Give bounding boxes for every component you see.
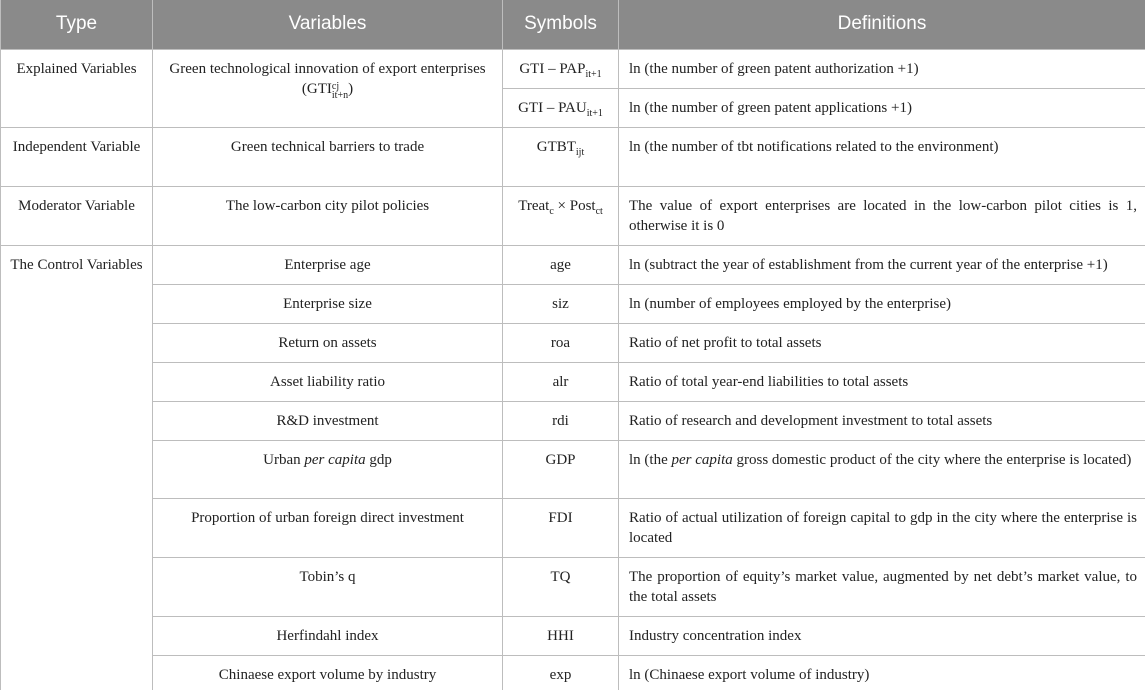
gti-scripts <box>332 82 348 100</box>
table-row <box>1 323 1145 362</box>
definition-cell: Industry concentration index <box>619 616 1145 655</box>
definition-cell <box>619 440 1145 498</box>
symbol-cell <box>503 127 619 186</box>
header-variables: Variables <box>153 0 503 49</box>
gtbt-symbol: GTBT <box>536 138 576 155</box>
header-definitions: Definitions <box>619 0 1145 49</box>
table-row <box>1 284 1145 323</box>
table-row <box>1 655 1145 690</box>
post-sub: ct <box>595 205 603 217</box>
gti-close: ) <box>348 80 354 97</box>
group-independent: Independent Variable <box>1 127 153 186</box>
symbol-cell: exp <box>503 655 619 690</box>
pau-symbol: GTI – PAU <box>518 99 587 116</box>
symbol-cell: FDI <box>503 498 619 557</box>
group-control: The Control Variables <box>1 245 153 690</box>
definition-cell: Ratio of actual utilization of foreign capital to gdp in the city where the enterprise is located <box>619 498 1145 557</box>
variable-cell <box>153 440 503 498</box>
variable-cell: Green technical barriers to trade <box>153 127 503 186</box>
group-explained: Explained Variables <box>1 49 153 127</box>
treat-sub: c <box>549 205 554 217</box>
table-row <box>1 362 1145 401</box>
gdp-var-italic: per capita <box>304 451 366 468</box>
symbol-cell: GDP <box>503 440 619 498</box>
symbol-cell: roa <box>503 323 619 362</box>
definition-cell: The value of export enterprises are located in the low-carbon pilot cities is 1, otherwise it is 0 <box>619 186 1145 245</box>
variable-cell <box>153 49 503 127</box>
symbol-cell: age <box>503 245 619 284</box>
variable-cell: Enterprise age <box>153 245 503 284</box>
pap-sub: it+1 <box>585 68 602 80</box>
pap-symbol: GTI – PAP <box>519 60 586 77</box>
symbol-cell <box>503 49 619 88</box>
table-row <box>1 245 1145 284</box>
table-row <box>1 49 1145 88</box>
definition-cell: The proportion of equity’s market value, augmented by net debt’s market value, to the total assets <box>619 557 1145 616</box>
definition-cell: Ratio of research and development investment to total assets <box>619 401 1145 440</box>
symbol-cell: alr <box>503 362 619 401</box>
definition-cell: ln (number of employees employed by the enterprise) <box>619 284 1145 323</box>
header-type: Type <box>1 0 153 49</box>
gtbt-sub: ijt <box>575 146 585 158</box>
definition-cell: ln (Chinaese export volume of industry) <box>619 655 1145 690</box>
gdp-def-part: ln (the <box>629 451 672 468</box>
post-symbol: × Post <box>553 197 596 214</box>
symbol-cell: rdi <box>503 401 619 440</box>
table-row <box>1 498 1145 557</box>
header-symbols: Symbols <box>503 0 619 49</box>
symbol-cell <box>503 186 619 245</box>
variable-cell: Enterprise size <box>153 284 503 323</box>
table-row <box>1 557 1145 616</box>
symbol-cell <box>503 88 619 127</box>
gti-text: Green technological innovation of export enterprises (GTI <box>169 60 486 97</box>
definition-cell: Ratio of total year-end liabilities to total assets <box>619 362 1145 401</box>
header-row <box>1 0 1145 49</box>
variable-cell: Proportion of urban foreign direct investment <box>153 498 503 557</box>
gti-sup: cj <box>331 80 340 92</box>
symbol-cell: TQ <box>503 557 619 616</box>
definition-cell: ln (the number of tbt notifications related to the environment) <box>619 127 1145 186</box>
gdp-var-part: gdp <box>365 451 392 468</box>
symbol-cell: HHI <box>503 616 619 655</box>
variable-cell: The low-carbon city pilot policies <box>153 186 503 245</box>
definition-cell: ln (the number of green patent authorization +1) <box>619 49 1145 88</box>
definition-cell: ln (the number of green patent applications +1) <box>619 88 1145 127</box>
table-row <box>1 127 1145 186</box>
variable-cell: Return on assets <box>153 323 503 362</box>
variable-cell: Chinaese export volume by industry <box>153 655 503 690</box>
treat-symbol: Treat <box>518 197 550 214</box>
variable-cell: Tobin’s q <box>153 557 503 616</box>
table-row <box>1 401 1145 440</box>
table-row <box>1 616 1145 655</box>
group-moderator: Moderator Variable <box>1 186 153 245</box>
definition-cell: ln (subtract the year of establishment from the current year of the enterprise +1) <box>619 245 1145 284</box>
gdp-def-part: gross domestic product of the city where the enterprise is located) <box>732 451 1132 468</box>
gdp-def-italic: per capita <box>671 451 733 468</box>
symbol-cell: siz <box>503 284 619 323</box>
pau-sub: it+1 <box>586 107 603 119</box>
variable-cell: Asset liability ratio <box>153 362 503 401</box>
table-row <box>1 186 1145 245</box>
variable-cell: Herfindahl index <box>153 616 503 655</box>
definition-cell: Ratio of net profit to total assets <box>619 323 1145 362</box>
variable-cell: R&D investment <box>153 401 503 440</box>
table-row <box>1 440 1145 498</box>
gdp-var-part: Urban <box>263 451 305 468</box>
gti-sub: it+n <box>331 89 349 101</box>
